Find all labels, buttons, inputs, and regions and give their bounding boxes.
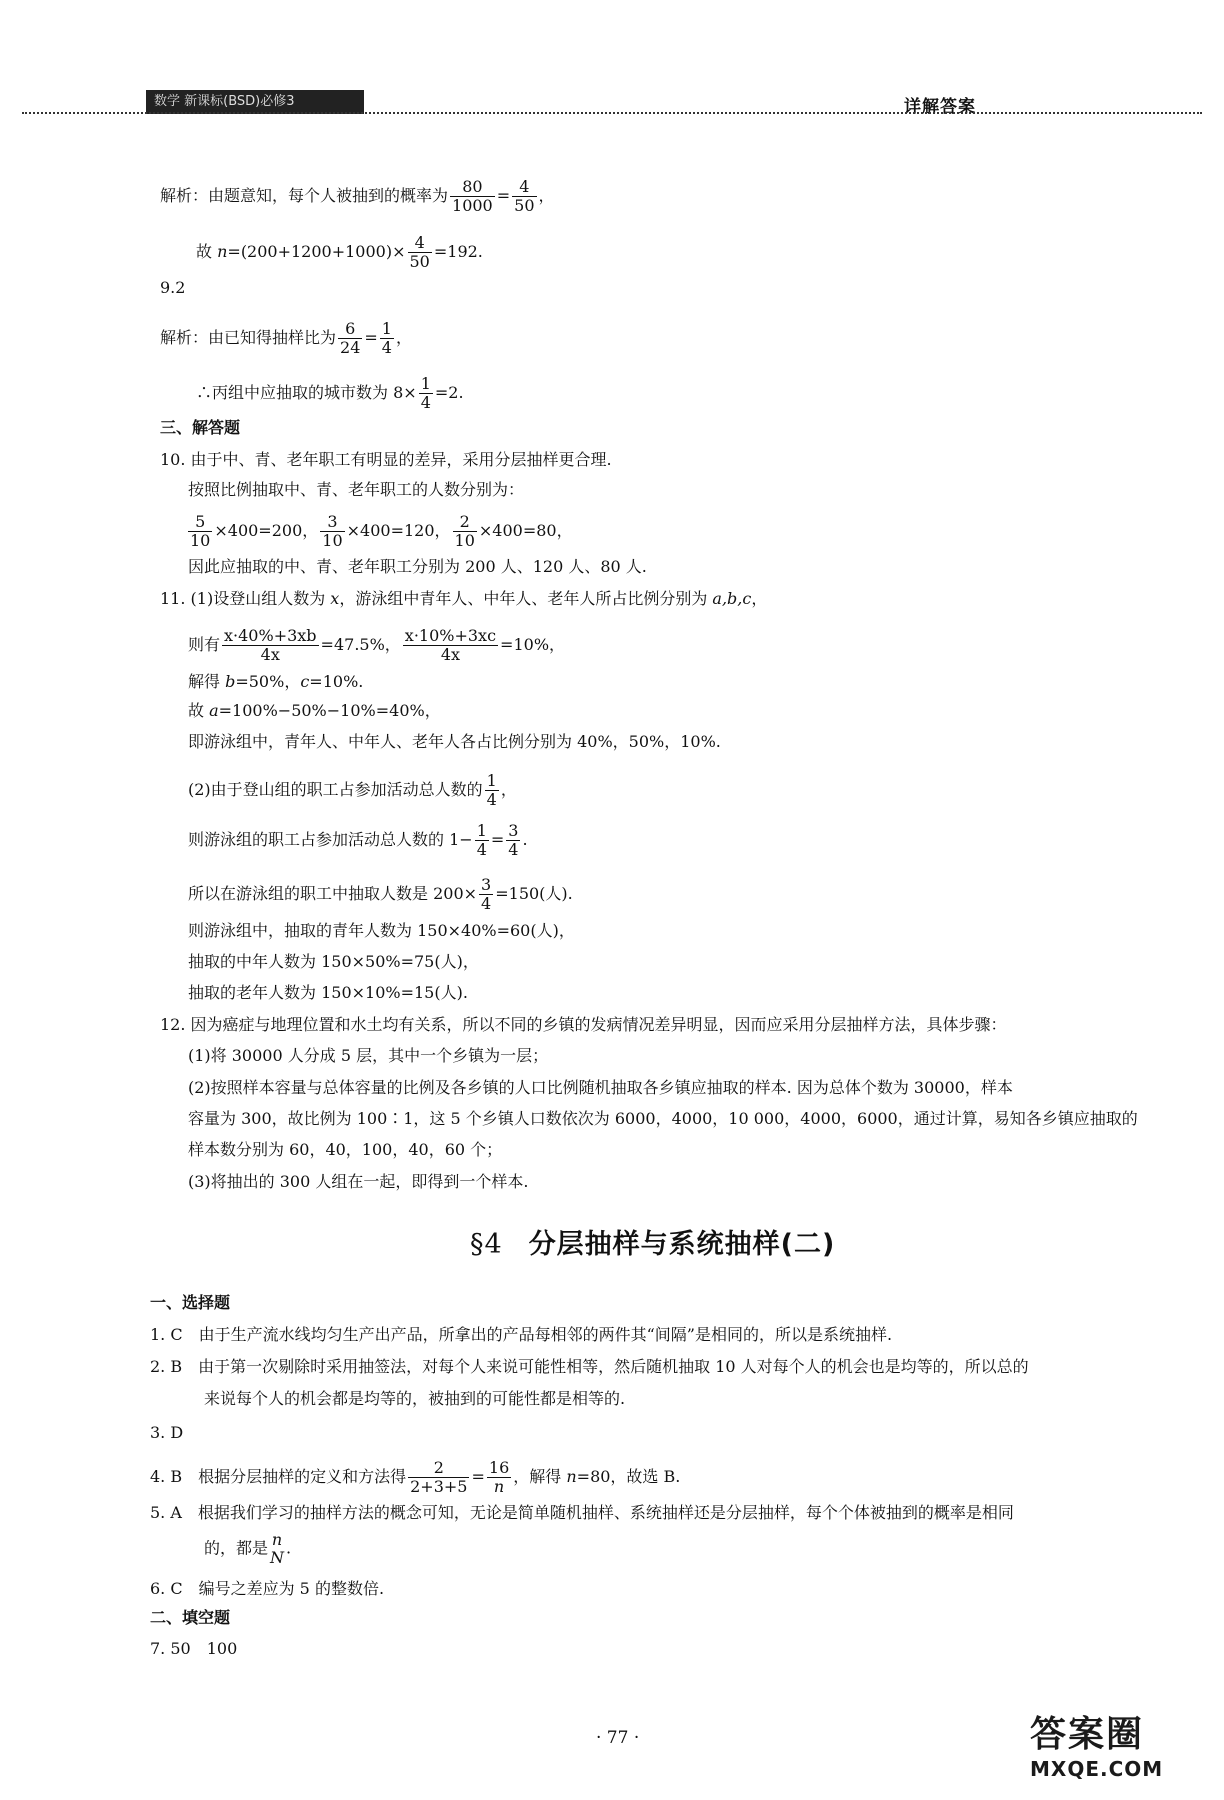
numerator: n (271, 1530, 283, 1549)
variable: x (330, 589, 340, 608)
denominator: 4 (420, 393, 431, 412)
text: = (471, 1467, 485, 1486)
denominator: 10 (190, 531, 211, 550)
variable: b (225, 672, 236, 691)
variable: a,b,c (712, 589, 752, 608)
fraction (408, 234, 432, 271)
text: 解得 (188, 672, 226, 691)
fraction (512, 178, 536, 215)
header-book-label: 数学 新课标(BSD)必修3 (146, 90, 364, 114)
choice-answer-5-line-2 (204, 1531, 291, 1567)
answer-11-line-3 (188, 671, 363, 693)
numerator: 2 (453, 513, 477, 532)
text: =192. (433, 242, 483, 261)
denominator: 4 (486, 790, 497, 809)
answer-12-line-4: 容量为 300，故比例为 100∶1，这 5 个乡镇人口数依次为 6000，4000，10 000，4000，6000，通过计算，易知各乡镇应抽取的 (188, 1109, 1138, 1128)
answer-11-line-10: 抽取的中年人数为 150×50%=75(人)， (188, 952, 479, 971)
numerator: 6 (338, 320, 362, 339)
answer-11-line-5: 即游泳组中，青年人、中年人、老年人各占比例分别为 40%，50%，10%. (188, 732, 721, 751)
heading-solutions: 三、解答题 (160, 418, 241, 437)
numerator: 2 (408, 1459, 469, 1478)
text: 的，都是 (204, 1538, 269, 1558)
fill-answer-7: 7. 50 100 (150, 1639, 238, 1658)
variable: n (217, 242, 228, 261)
text: ，解得 (513, 1467, 567, 1486)
page-number: · 77 · (596, 1728, 640, 1748)
denominator: n (493, 1477, 505, 1496)
numerator: 3 (320, 513, 344, 532)
section-name: 分层抽样与系统抽样(二) (528, 1229, 836, 1260)
text: =10%. (309, 672, 364, 691)
denominator: 10 (454, 531, 475, 550)
answer-11-line-4 (188, 700, 441, 722)
choice-answer-2-line-2: 来说每个人的机会都是均等的，被抽到的可能性都是相等的. (204, 1389, 626, 1408)
numerator: 1 (420, 374, 431, 393)
variable: n (566, 1467, 577, 1486)
denominator: 24 (340, 338, 361, 357)
answer-11-line-11: 抽取的老年人数为 150×10%=15(人). (188, 983, 468, 1002)
explanation-line-9b (196, 375, 464, 412)
choice-answer-2-line-1: 2. B 由于第一次剔除时采用抽签法，对每个人来说可能性相等，然后随机抽取 10 人对每个人的机会也是均等的，所以总的 (150, 1357, 1029, 1376)
text: =(200+1200+1000)× (227, 242, 406, 261)
answer-12-line-6: (3)将抽出的 300 人组在一起，即得到一个样本. (188, 1172, 529, 1191)
answer-10-line-1: 10. 由于中、青、老年职工有明显的差异，采用分层抽样更合理. (160, 450, 612, 469)
text: = (364, 328, 378, 347)
answer-10-line-4: 因此应抽取的中、青、老年职工分别为 200 人、120 人、80 人. (188, 557, 647, 576)
numerator: 80 (450, 178, 495, 197)
text: ×400=80， (478, 521, 573, 540)
text: 所以在游泳组的职工中抽取人数是 200× (188, 884, 478, 903)
answer-12-line-5: 样本数分别为 60，40，100，40，60 个； (188, 1140, 503, 1159)
variable: c (300, 672, 310, 691)
numerator: 5 (188, 513, 212, 532)
header-title: 详解答案 (904, 97, 976, 117)
fraction (419, 375, 433, 412)
numerator: 1 (486, 771, 497, 790)
denominator: 4 (381, 338, 392, 357)
explanation-line-2 (196, 234, 483, 271)
text: =80，故选 B. (576, 1467, 681, 1486)
explanation-line-9 (160, 320, 412, 357)
text: ×400=120， (346, 521, 451, 540)
text: 解析：由已知得抽样比为 (160, 328, 337, 347)
fraction (320, 513, 344, 550)
denominator: 4x (260, 645, 280, 664)
fraction (453, 513, 477, 550)
fraction (380, 320, 394, 357)
text: . (286, 1538, 292, 1558)
explanation-line-1 (160, 178, 555, 215)
answer-9: 9.2 (160, 278, 186, 297)
fraction (475, 822, 489, 859)
text: 故 (188, 701, 210, 720)
text: =2. (434, 383, 464, 402)
denominator: 50 (514, 196, 535, 215)
fraction (479, 876, 493, 913)
watermark-title: 答案圈 (1030, 1714, 1145, 1755)
text: =150(人). (495, 884, 573, 903)
numerator: 1 (381, 319, 392, 338)
answer-10-line-2: 按照比例抽取中、青、老年职工的人数分别为： (188, 480, 525, 499)
text: =50%， (235, 672, 301, 691)
heading-fill-in: 二、填空题 (150, 1608, 231, 1627)
watermark-url: MXQE.COM (1030, 1757, 1164, 1781)
text: (2)由于登山组的职工占参加活动总人数的 (188, 780, 483, 799)
fraction (450, 178, 495, 215)
fraction (222, 627, 319, 664)
denominator: 1000 (452, 196, 493, 215)
choice-answer-5-line-1: 5. A 根据我们学习的抽样方法的概念可知，无论是简单随机抽样、系统抽样还是分层抽样，每个个体被抽到的概率是相同 (150, 1503, 1014, 1522)
text: 故 (196, 242, 218, 261)
text: ，游泳组中青年人、中年人、老年人所占比例分别为 (339, 589, 713, 608)
answer-11-line-9: 则游泳组中，抽取的青年人数为 150×40%=60(人)， (188, 921, 575, 940)
denominator: 50 (409, 252, 430, 271)
choice-answer-4 (150, 1459, 680, 1496)
text: . (522, 830, 528, 849)
text: =100%−50%−10%=40%， (218, 701, 441, 720)
text: =47.5%， (320, 635, 401, 654)
answer-11-line-1 (160, 588, 767, 610)
numerator: 4 (512, 178, 536, 197)
text: = (490, 830, 505, 849)
fraction (188, 513, 212, 550)
numerator: 3 (481, 875, 492, 894)
answer-12-line-1: 12. 因为癌症与地理位置和水土均有关系，所以不同的乡镇的发病情况差异明显，因而应采用分层抽样方法，具体步骤： (160, 1015, 1007, 1034)
denominator: 10 (322, 531, 343, 550)
fraction (338, 320, 362, 357)
text: 解析：由题意知，每个人被抽到的概率为 (160, 186, 449, 205)
fraction (485, 772, 499, 809)
denominator: 4 (508, 840, 519, 859)
answer-12-line-2: (1)将 30000 人分成 5 层，其中一个乡镇为一层； (188, 1046, 549, 1065)
variable: a (209, 701, 219, 720)
fraction (506, 822, 520, 859)
numerator: 16 (488, 1458, 510, 1477)
denominator: 4 (481, 894, 492, 913)
denominator: 4x (440, 645, 461, 664)
text: ， (751, 589, 768, 608)
text: ∴丙组中应抽取的城市数为 8× (196, 383, 417, 402)
answer-11-line-7 (188, 822, 528, 859)
text: =10%， (500, 635, 566, 654)
choice-answer-6: 6. C 编号之差应为 5 的整数倍. (150, 1579, 385, 1598)
section-title (470, 1222, 835, 1261)
fraction (487, 1459, 511, 1496)
text: 4. B 根据分层抽样的定义和方法得 (150, 1467, 407, 1486)
text: 则游泳组的职工占参加活动总人数的 1− (188, 830, 473, 849)
fraction (408, 1459, 469, 1496)
heading-multiple-choice: 一、选择题 (150, 1293, 231, 1312)
text: = (496, 186, 511, 205)
text: ， (538, 186, 555, 205)
numerator: 3 (508, 821, 519, 840)
fraction (270, 1531, 284, 1567)
watermark-logo (1030, 1714, 1208, 1792)
text: ， (395, 328, 412, 347)
header-divider (22, 112, 1202, 114)
numerator: x·40%+3xb (224, 626, 317, 645)
numerator: 1 (476, 821, 487, 840)
fraction (403, 627, 498, 664)
answer-12-line-3: (2)按照样本容量与总体容量的比例及各乡镇的人口比例随机抽取各乡镇应抽取的样本. 因为总体个数为 30000，样本 (188, 1078, 1013, 1097)
text: 则有 (188, 635, 221, 654)
denominator: 2+3+5 (410, 1477, 468, 1496)
text: ， (500, 780, 517, 799)
text: ×400=200， (214, 521, 319, 540)
answer-11-line-6 (188, 772, 517, 809)
section-symbol: §4 (470, 1229, 503, 1260)
answer-11-line-8 (188, 876, 573, 913)
answer-11-line-2 (188, 627, 565, 664)
answer-10-line-3 (186, 513, 573, 550)
numerator: x·10%+3xc (404, 626, 497, 645)
denominator: N (270, 1548, 285, 1567)
choice-answer-3: 3. D (150, 1423, 184, 1442)
text: 11. (1)设登山组人数为 (160, 589, 331, 608)
numerator: 4 (408, 234, 432, 253)
choice-answer-1: 1. C 由于生产流水线均匀生产出产品，所拿出的产品每相邻的两件其“间隔”是相同的，所以是系统抽样. (150, 1325, 893, 1344)
denominator: 4 (476, 840, 487, 859)
